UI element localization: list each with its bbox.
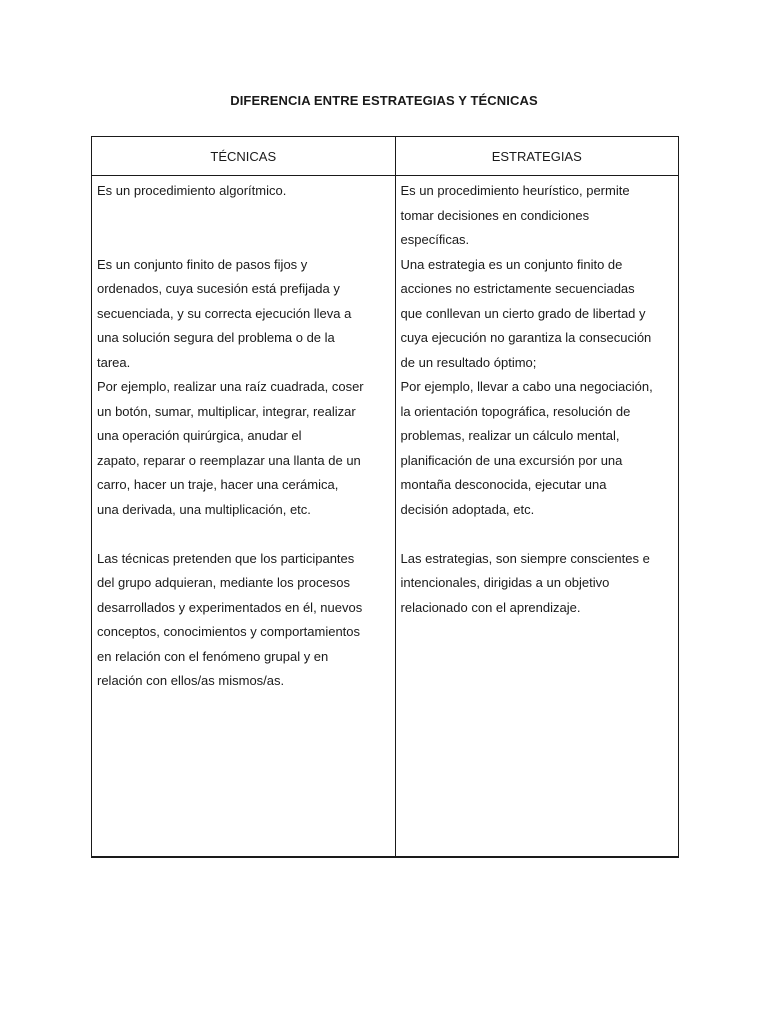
tecnicas-examples: Por ejemplo, realizar una raíz cuadrada, coser un botón, sumar, multiplicar, integrar, realizar una operación quirúrgica, anudar el zapato, reparar o reemplazar una llanta de un carro, hacer un traje, hacer una cerámica, una derivada, una multiplicación, etc. xyxy=(97,379,364,517)
table-header-row xyxy=(92,137,679,176)
estrategias-cell xyxy=(395,176,678,858)
header-estrategias: ESTRATEGIAS xyxy=(395,137,678,176)
document-title: DIFERENCIA ENTRE ESTRATEGIAS Y TÉCNICAS xyxy=(230,93,538,108)
estrategias-examples: Por ejemplo, llevar a cabo una negociación, la orientación topográfica, resolución de problemas, realizar un cálculo mental, planificación de una excursión por una montaña desconocida, ejecutar una decisión adoptada, etc. xyxy=(400,379,653,517)
estrategias-description: Una estrategia es un conjunto finito de acciones no estrictamente secuenciadas que conllevan un cierto grado de libertad y cuya ejecución no garantiza la consecución de un resultado óptimo; xyxy=(400,256,652,370)
table-body-row xyxy=(92,176,679,858)
header-tecnicas: TÉCNICAS xyxy=(92,137,396,176)
tecnicas-cell xyxy=(92,176,396,858)
estrategias-purpose: Las estrategias, son siempre conscientes e intencionales, dirigidas a un objetivo relacionado con el aprendizaje. xyxy=(400,550,650,615)
comparison-table xyxy=(91,136,679,858)
tecnicas-description: Es un conjunto finito de pasos fijos y ordenados, cuya sucesión está prefijada y secuenciada, y su correcta ejecución lleva a una solución segura del problema o de la tarea. xyxy=(97,256,352,370)
tecnicas-definition: Es un procedimiento algorítmico. xyxy=(97,183,287,198)
estrategias-definition: Es un procedimiento heurístico, permite tomar decisiones en condiciones específicas. xyxy=(400,183,630,247)
tecnicas-purpose: Las técnicas pretenden que los participantes del grupo adquieran, mediante los procesos desarrollados y experimentados en él, nuevos conceptos, conocimientos y comportamientos en relación con el fenómeno grupal y en relación con ellos/as mismos/as. xyxy=(97,550,363,688)
